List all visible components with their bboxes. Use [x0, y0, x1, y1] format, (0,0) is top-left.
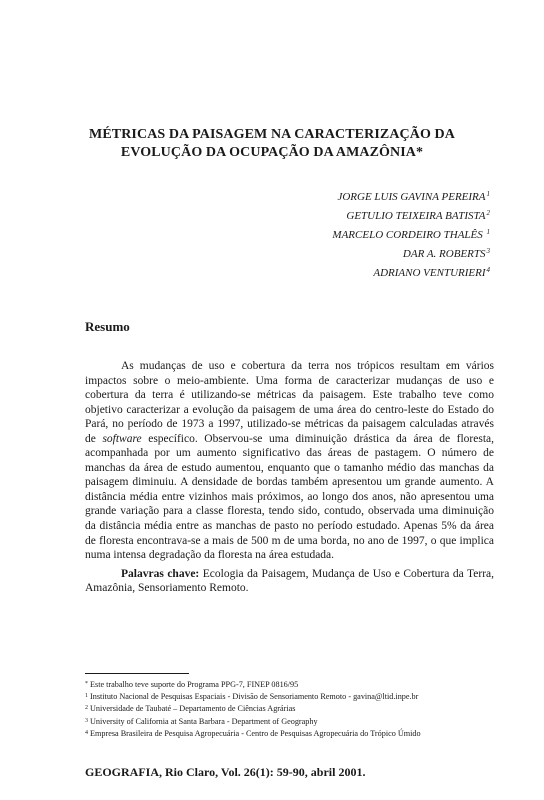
journal-citation: GEOGRAFIA, Rio Claro, Vol. 26(1): 59-90, abril 2001. — [85, 765, 366, 779]
abstract-body — [85, 359, 494, 563]
footnote — [85, 703, 505, 715]
title-line-1: MÉTRICAS DA PAISAGEM NA CARACTERIZAÇÃO DA — [89, 127, 455, 142]
keywords-list: Ecologia da Paisagem, Mudança de Uso e Cobertura da Terra, Amazônia, Sensoriamento Remoto. — [85, 567, 494, 595]
footnote-mark: 3 — [85, 717, 88, 724]
footnote-mark: 4 — [85, 729, 88, 736]
footnote — [85, 691, 505, 703]
author-name: GETULIO TEIXEIRA BATISTA — [346, 210, 486, 222]
footnote — [85, 728, 505, 740]
author — [190, 207, 490, 226]
author — [190, 226, 490, 245]
affiliation-mark: 4 — [486, 266, 490, 274]
footnote-divider — [85, 673, 189, 674]
footnote-text: Instituto Nacional de Pesquisas Espaciais - Divisão de Sensoriamento Remoto - gavina@ltid.inpe.br — [90, 692, 419, 702]
keywords-label: Palavras chave: — [121, 567, 200, 580]
affiliation-mark: 1 — [486, 190, 490, 198]
footnote-text: Universidade de Taubaté – Departamento de Ciências Agrárias — [90, 704, 296, 714]
paper-title — [60, 126, 484, 162]
footnote-mark: 2 — [85, 705, 88, 712]
abstract-heading: Resumo — [85, 319, 130, 334]
abstract-italic-term: software — [102, 432, 142, 445]
affiliation-mark: 3 — [486, 247, 490, 255]
keywords — [85, 567, 494, 596]
affiliation-mark: 1 — [486, 228, 490, 236]
author — [190, 188, 490, 207]
abstract — [85, 359, 494, 596]
footnote-mark: * — [85, 681, 88, 687]
footnote — [85, 679, 505, 691]
author-name: MARCELO CORDEIRO THALÊS — [332, 229, 486, 241]
author-list — [190, 188, 490, 283]
abstract-text-cont: específico. Observou-se uma diminuição drástica da área de floresta, acompanhada por um aumento significativo das áreas de pastagem. O número de manchas da área de estudo aumentou, enquanto que o tamanho médio das manchas da paisagem diminuiu. A densidade de bordas também apresentou um grande aumento. A distância média entre vizinhos mais próximos, ao longo dos anos, não apresentou uma grande variação para a classe floresta, tendo sido, contudo, observada uma diminuição da distância média entre as manchas de pasto no período estudado. Apenas 5% da área de floresta encontrava-se a mais de 500 m de uma borda, no ano de 1997, o que implica numa intensa degradação da floresta na área estudada. — [85, 432, 494, 562]
author-name: DAR A. ROBERTS — [402, 248, 486, 260]
affiliation-mark: 2 — [486, 209, 490, 217]
author-name: ADRIANO VENTURIERI — [373, 267, 486, 279]
footnote-text: University of California at Santa Barbara - Department of Geography — [90, 716, 318, 726]
footnote-text: Empresa Brasileira de Pesquisa Agropecuária - Centro de Pesquisas Agropecuária do Trópico Úmido — [90, 728, 421, 738]
author — [190, 264, 490, 283]
footnote-text: Este trabalho teve suporte do Programa PPG-7, FINEP 0816/95 — [90, 680, 299, 689]
author — [190, 245, 490, 264]
footnote — [85, 716, 505, 728]
title-line-2: EVOLUÇÃO DA OCUPAÇÃO DA AMAZÔNIA* — [120, 145, 424, 160]
footnotes — [85, 679, 505, 740]
abstract-text: As mudanças de uso e cobertura da terra nos trópicos resultam em vários impactos sobre o meio-ambiente. Uma forma de caracterizar mudanças de uso e cobertura da terra é utilizando-se métricas da paisagem. Este trabalho teve como objetivo caracterizar a evolução da paisagem de uma área do centro-leste do Estado do Pará, no período de 1973 a 1997, utilizado-se métricas da paisagem calculadas através de — [85, 360, 494, 445]
footnote-mark: 1 — [85, 693, 88, 700]
author-name: JORGE LUIS GAVINA PEREIRA — [337, 191, 486, 203]
